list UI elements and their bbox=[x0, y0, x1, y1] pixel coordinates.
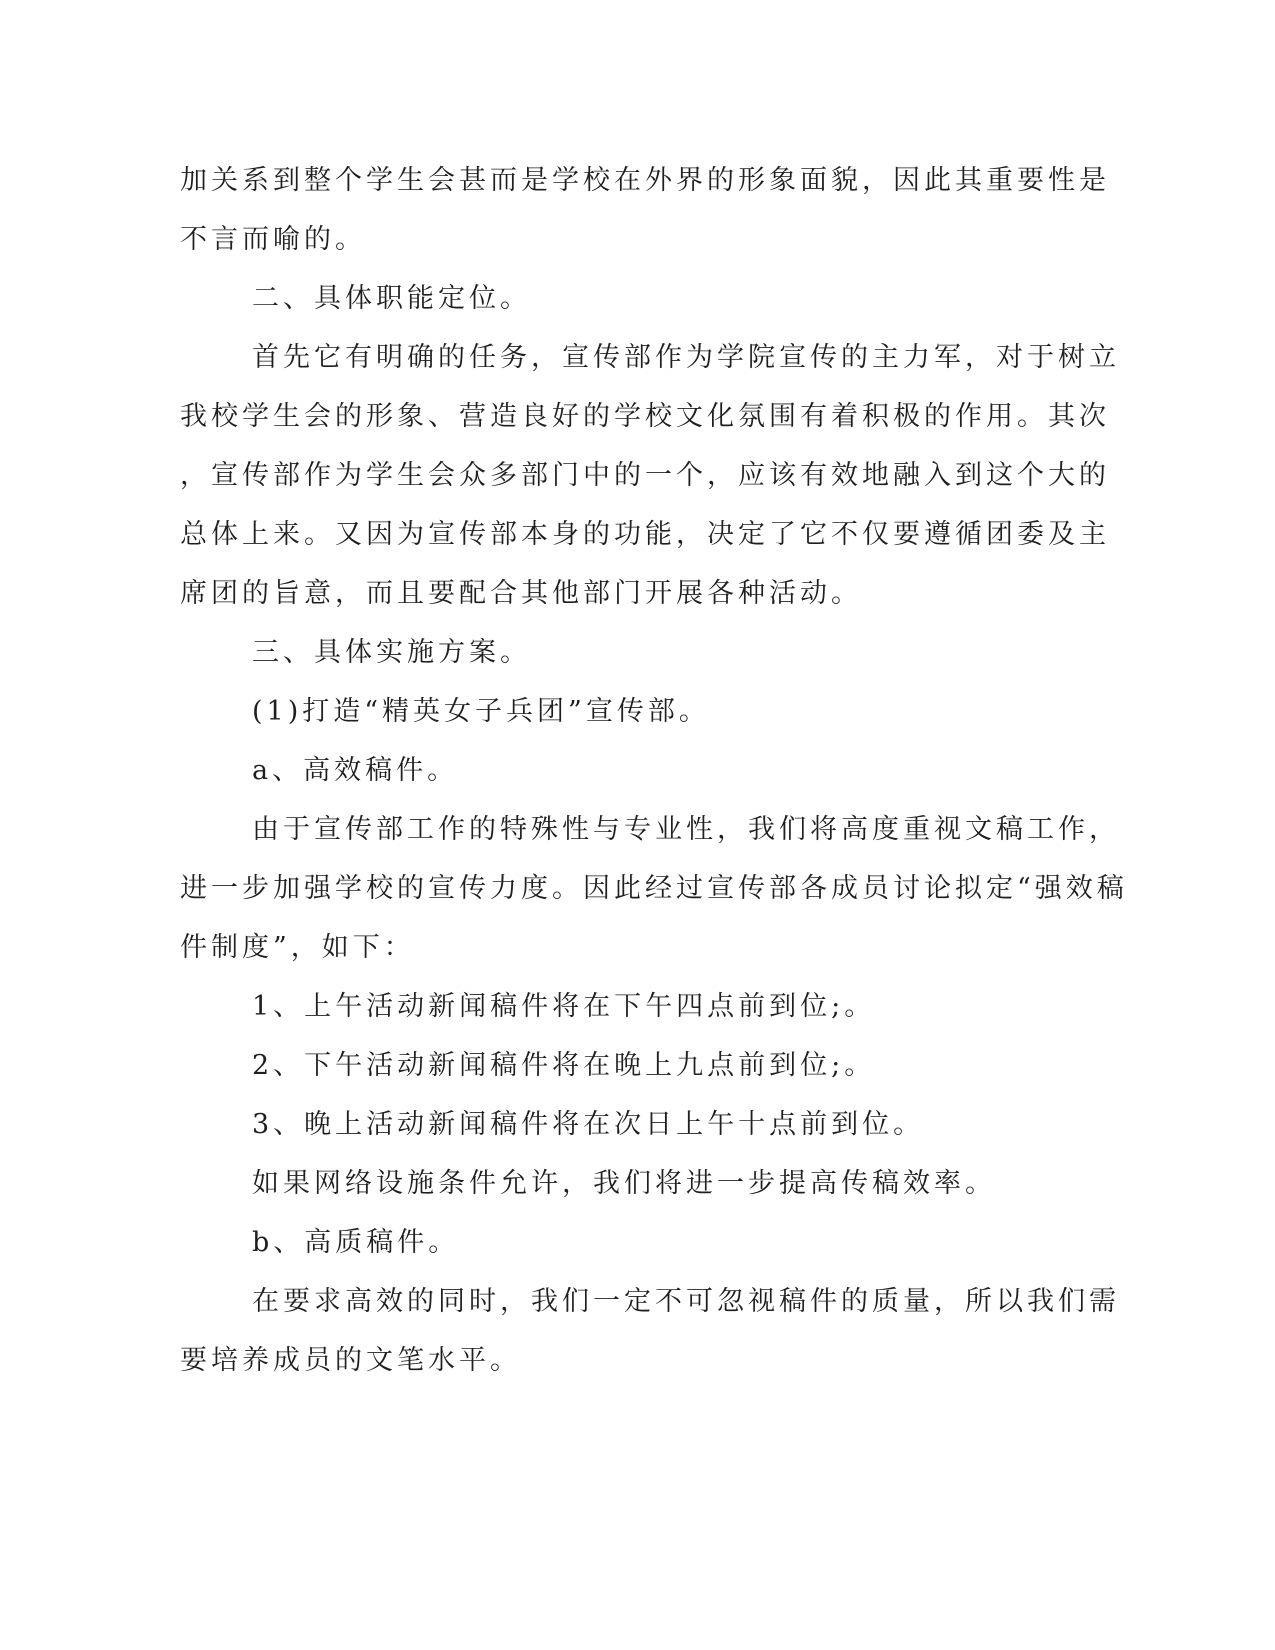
item-heading: b、高质稿件。 bbox=[252, 1227, 460, 1258]
text-line: 我校学生会的形象、营造良好的学校文化氛围有着积极的作用。其次 bbox=[180, 401, 1110, 432]
text-line: 不言而喻的。 bbox=[180, 224, 366, 255]
text-line: 总体上来。又因为宣传部本身的功能，决定了它不仅要遵循团委及主 bbox=[180, 519, 1110, 550]
list-item: 3、晚上活动新闻稿件将在次日上午十点前到位。 bbox=[252, 1109, 925, 1140]
text-line: 如果网络设施条件允许，我们将进一步提高传稿效率。 bbox=[252, 1168, 996, 1199]
text-line: 进一步加强学校的宣传力度。因此经过宣传部各成员讨论拟定“强效稿 bbox=[180, 873, 1128, 904]
item-heading: a、高效稿件。 bbox=[252, 755, 459, 786]
text-line: 席团的旨意，而且要配合其他部门开展各种活动。 bbox=[180, 578, 862, 609]
text-line: 加关系到整个学生会甚而是学校在外界的形象面貌，因此其重要性是 bbox=[180, 165, 1110, 196]
section-heading: 二、具体职能定位。 bbox=[252, 283, 531, 314]
text-line: 首先它有明确的任务，宣传部作为学院宣传的主力军，对于树立 bbox=[252, 342, 1120, 373]
text-line: 要培养成员的文笔水平。 bbox=[180, 1345, 521, 1376]
text-line: 件制度”，如下： bbox=[180, 932, 415, 963]
section-heading: 三、具体实施方案。 bbox=[252, 637, 531, 668]
text-line: 在要求高效的同时，我们一定不可忽视稿件的质量，所以我们需 bbox=[252, 1286, 1120, 1317]
list-item: 1、上午活动新闻稿件将在下午四点前到位;。 bbox=[252, 991, 876, 1022]
list-item: 2、下午活动新闻稿件将在晚上九点前到位;。 bbox=[252, 1050, 876, 1081]
text-line: 由于宣传部工作的特殊性与专业性，我们将高度重视文稿工作， bbox=[252, 814, 1120, 845]
text-line: ，宣传部作为学生会众多部门中的一个，应该有效地融入到这个大的 bbox=[180, 460, 1110, 491]
subsection-heading: (1)打造“精英女子兵团”宣传部。 bbox=[252, 696, 710, 727]
